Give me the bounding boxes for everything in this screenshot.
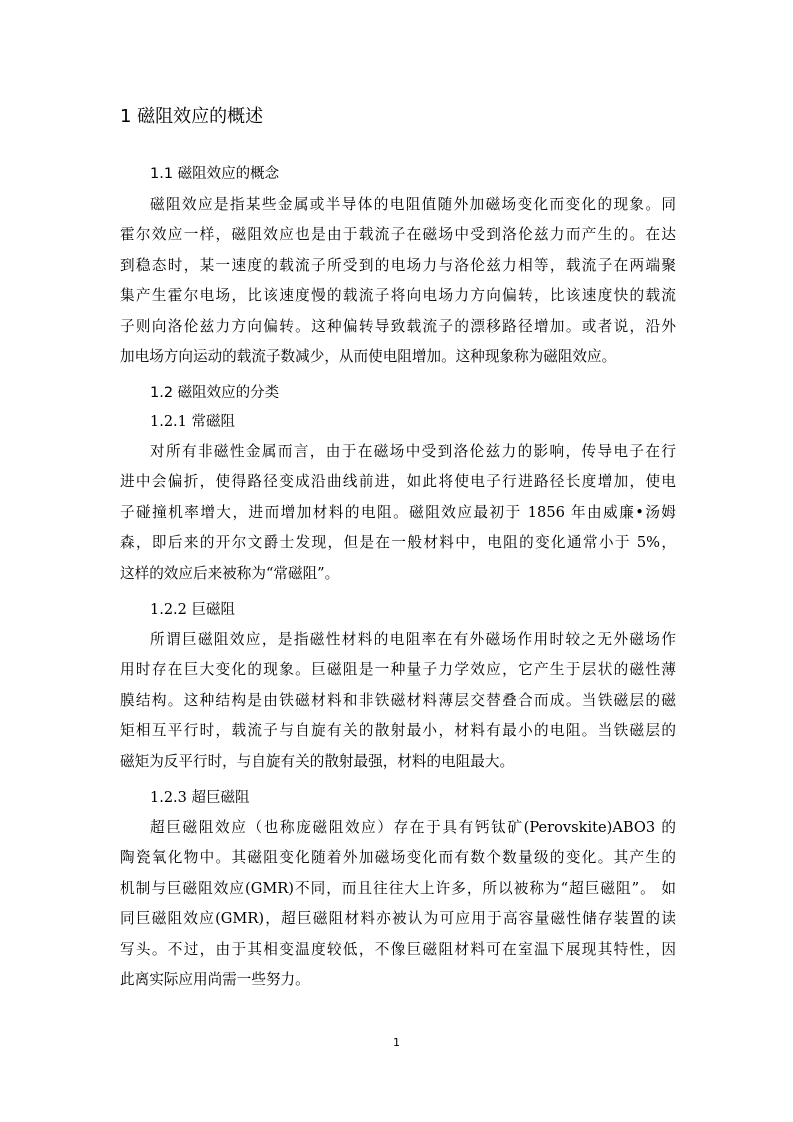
section-1-2-2-heading: 1.2.2 巨磁阻 (150, 602, 236, 618)
paragraph-line: 磁阻效应是指某些金属或半导体的电阻值随外加磁场变化而变化的现象。同 (150, 196, 676, 213)
section-1-2-1-paragraph (120, 437, 676, 589)
section-1-2-1-heading: 1.2.1 常磁阻 (150, 414, 236, 430)
paragraph-line: 森，即后来的开尔文爵士发现，但是在一般材料中，电阻的变化通常小于 5%， (120, 534, 676, 552)
page-number: 1 (393, 1036, 400, 1049)
paragraph-line: 子碰撞机率增大，进而增加材料的电阻。磁阻效应最初于 1856 年由威廉•汤姆 (120, 503, 676, 521)
section-1-2-heading: 1.2 磁阻效应的分类 (150, 385, 280, 401)
paragraph-line: 进中会偏折，使得路径变成沿曲线前进，如此将使电子行进路径长度增加，使电 (120, 473, 676, 491)
paragraph-line: 子则向洛伦兹力方向偏转。这种偏转导致载流子的漂移路径增加。或者说，沿外 (120, 317, 676, 335)
paragraph-line: 霍尔效应一样，磁阻效应也是由于载流子在磁场中受到洛伦兹力而产生的。在达 (120, 226, 676, 244)
paragraph-line: 到稳态时，某一速度的载流子所受到的电场力与洛伦兹力相等，载流子在两端聚 (120, 256, 676, 274)
section-1-2-3-paragraph (120, 813, 676, 995)
paragraph-line: 磁矩为反平行时，与自旋有关的散射最强，材料的电阻最大。 (120, 752, 515, 770)
paragraph-line: 集产生霍尔电场，比该速度慢的载流子将向电场力方向偏转，比该速度快的载流 (120, 287, 676, 305)
paragraph-line: 机制与巨磁阻效应(GMR)不同，而且往往大上许多，所以被称为“超巨磁阻”。 如 (120, 879, 676, 897)
paragraph-line: 对所有非磁性金属而言，由于在磁场中受到洛伦兹力的影响，传导电子在行 (150, 443, 676, 460)
paragraph-line: 矩相互平行时，载流子与自旋有关的散射最小，材料有最小的电阻。当铁磁层的 (120, 722, 676, 740)
section-1-heading: 1 磁阻效应的概述 (120, 106, 264, 127)
paragraph-line: 超巨磁阻效应（也称庞磁阻效应）存在于具有钙钛矿(Perovskite)ABO3 的 (150, 819, 676, 836)
section-1-2-2-paragraph (120, 625, 676, 777)
paragraph-line: 此离实际应用尚需一些努力。 (120, 970, 310, 988)
paragraph-line: 加电场方向运动的载流子数减少，从而使电阻增加。这种现象称为磁阻效应。 (120, 347, 617, 365)
section-1-2-3-heading: 1.2.3 超巨磁阻 (150, 790, 250, 806)
paragraph-line: 用时存在巨大变化的现象。巨磁阻是一种量子力学效应，它产生于层状的磁性薄 (120, 661, 676, 679)
paragraph-line: 所谓巨磁阻效应，是指磁性材料的电阻率在有外磁场作用时较之无外磁场作 (150, 631, 676, 648)
paragraph-line: 同巨磁阻效应(GMR)，超巨磁阻材料亦被认为可应用于高容量磁性储存装置的读 (120, 910, 676, 928)
section-1-1-heading: 1.1 磁阻效应的概念 (150, 166, 280, 182)
paragraph-line: 写头。不过，由于其相变温度较低，不像巨磁阻材料可在室温下展现其特性，因 (120, 940, 676, 958)
paragraph-line: 陶瓷氧化物中。其磁阻变化随着外加磁场变化而有数个数量级的变化。其产生的 (120, 849, 676, 867)
section-1-1-paragraph (120, 190, 676, 372)
paragraph-line: 这样的效应后来被称为“常磁阻”。 (120, 564, 340, 582)
paragraph-line: 膜结构。这种结构是由铁磁材料和非铁磁材料薄层交替叠合而成。当铁磁层的磁 (120, 691, 676, 709)
